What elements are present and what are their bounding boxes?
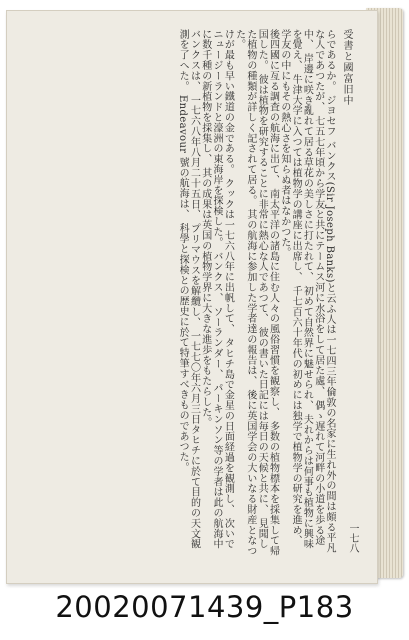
body-text xyxy=(25,29,335,559)
paragraph: バンクスは、 一七六八年八月二十五日、 プリマウスを解纜し、 一七七〇年六月三日タヒチに於て目的の天文観測を了へた。 Endeavour 號の航海は、 科學と探検との歴史に於て特筆すべきものであつた。 xyxy=(177,29,200,550)
page-number: 一七八 xyxy=(347,523,358,553)
paragraph: けが最も早い鐵道の金である。 クックは一七六八年に出帆して、 タヒチ島で金星の日面経過を観測し、 次いでニュージーランドと濠洲の東海岸を探検した。 バンクス、 ソーランダー、 パーキンソン等の学者は此の航海中に数千種の新植物を採集し、 其の成果は英国の植物学界に大きな進歩をもたらした。 xyxy=(199,29,234,550)
catalog-id: 20020071439_P183 xyxy=(55,590,354,624)
paragraph: らであるか。 ジヨセフ バンクス(Sir Joseph Banks)と云ふ人は一七四三年倫敦の名家に生れ外の間は頗る平凡な人であつたが、 七五七年頃から学友と共にテームス河に水浴をして居た處、 偶ゝ遅れて河畔の小道を歩る途中、 岸邊に咲き亂れて居る草花の美しさに打たれて、 初めて自然界に魅せられ、 夫れからは何事も植物に興味を覺え、 牛津大学に入つては植物学の講座に出席し、 千七百六十年代の初めには独学で植物学の研究を進め、 学友の中にもその熱心さを知らぬ者はなかつた。 xyxy=(278,29,335,554)
book-page xyxy=(6,10,378,584)
book xyxy=(6,8,403,586)
running-head: 受書と國富旧中 xyxy=(341,29,352,106)
paragraph: 後四國に亙る調査の航海に出て、 南太平洋の諸島に住む人々の風俗習慣を観察し、 多数の植物標本を採集して帰国した。 彼は植物を研究することに非常に熱心な人であつて、 彼の書いた日記には毎日の天候と共に、 見聞した植物の種類が詳しく記されて居る。 其の航海に参加した学者達の報告は、 後に英国学会の大いなる財産となつた。 xyxy=(233,29,279,557)
